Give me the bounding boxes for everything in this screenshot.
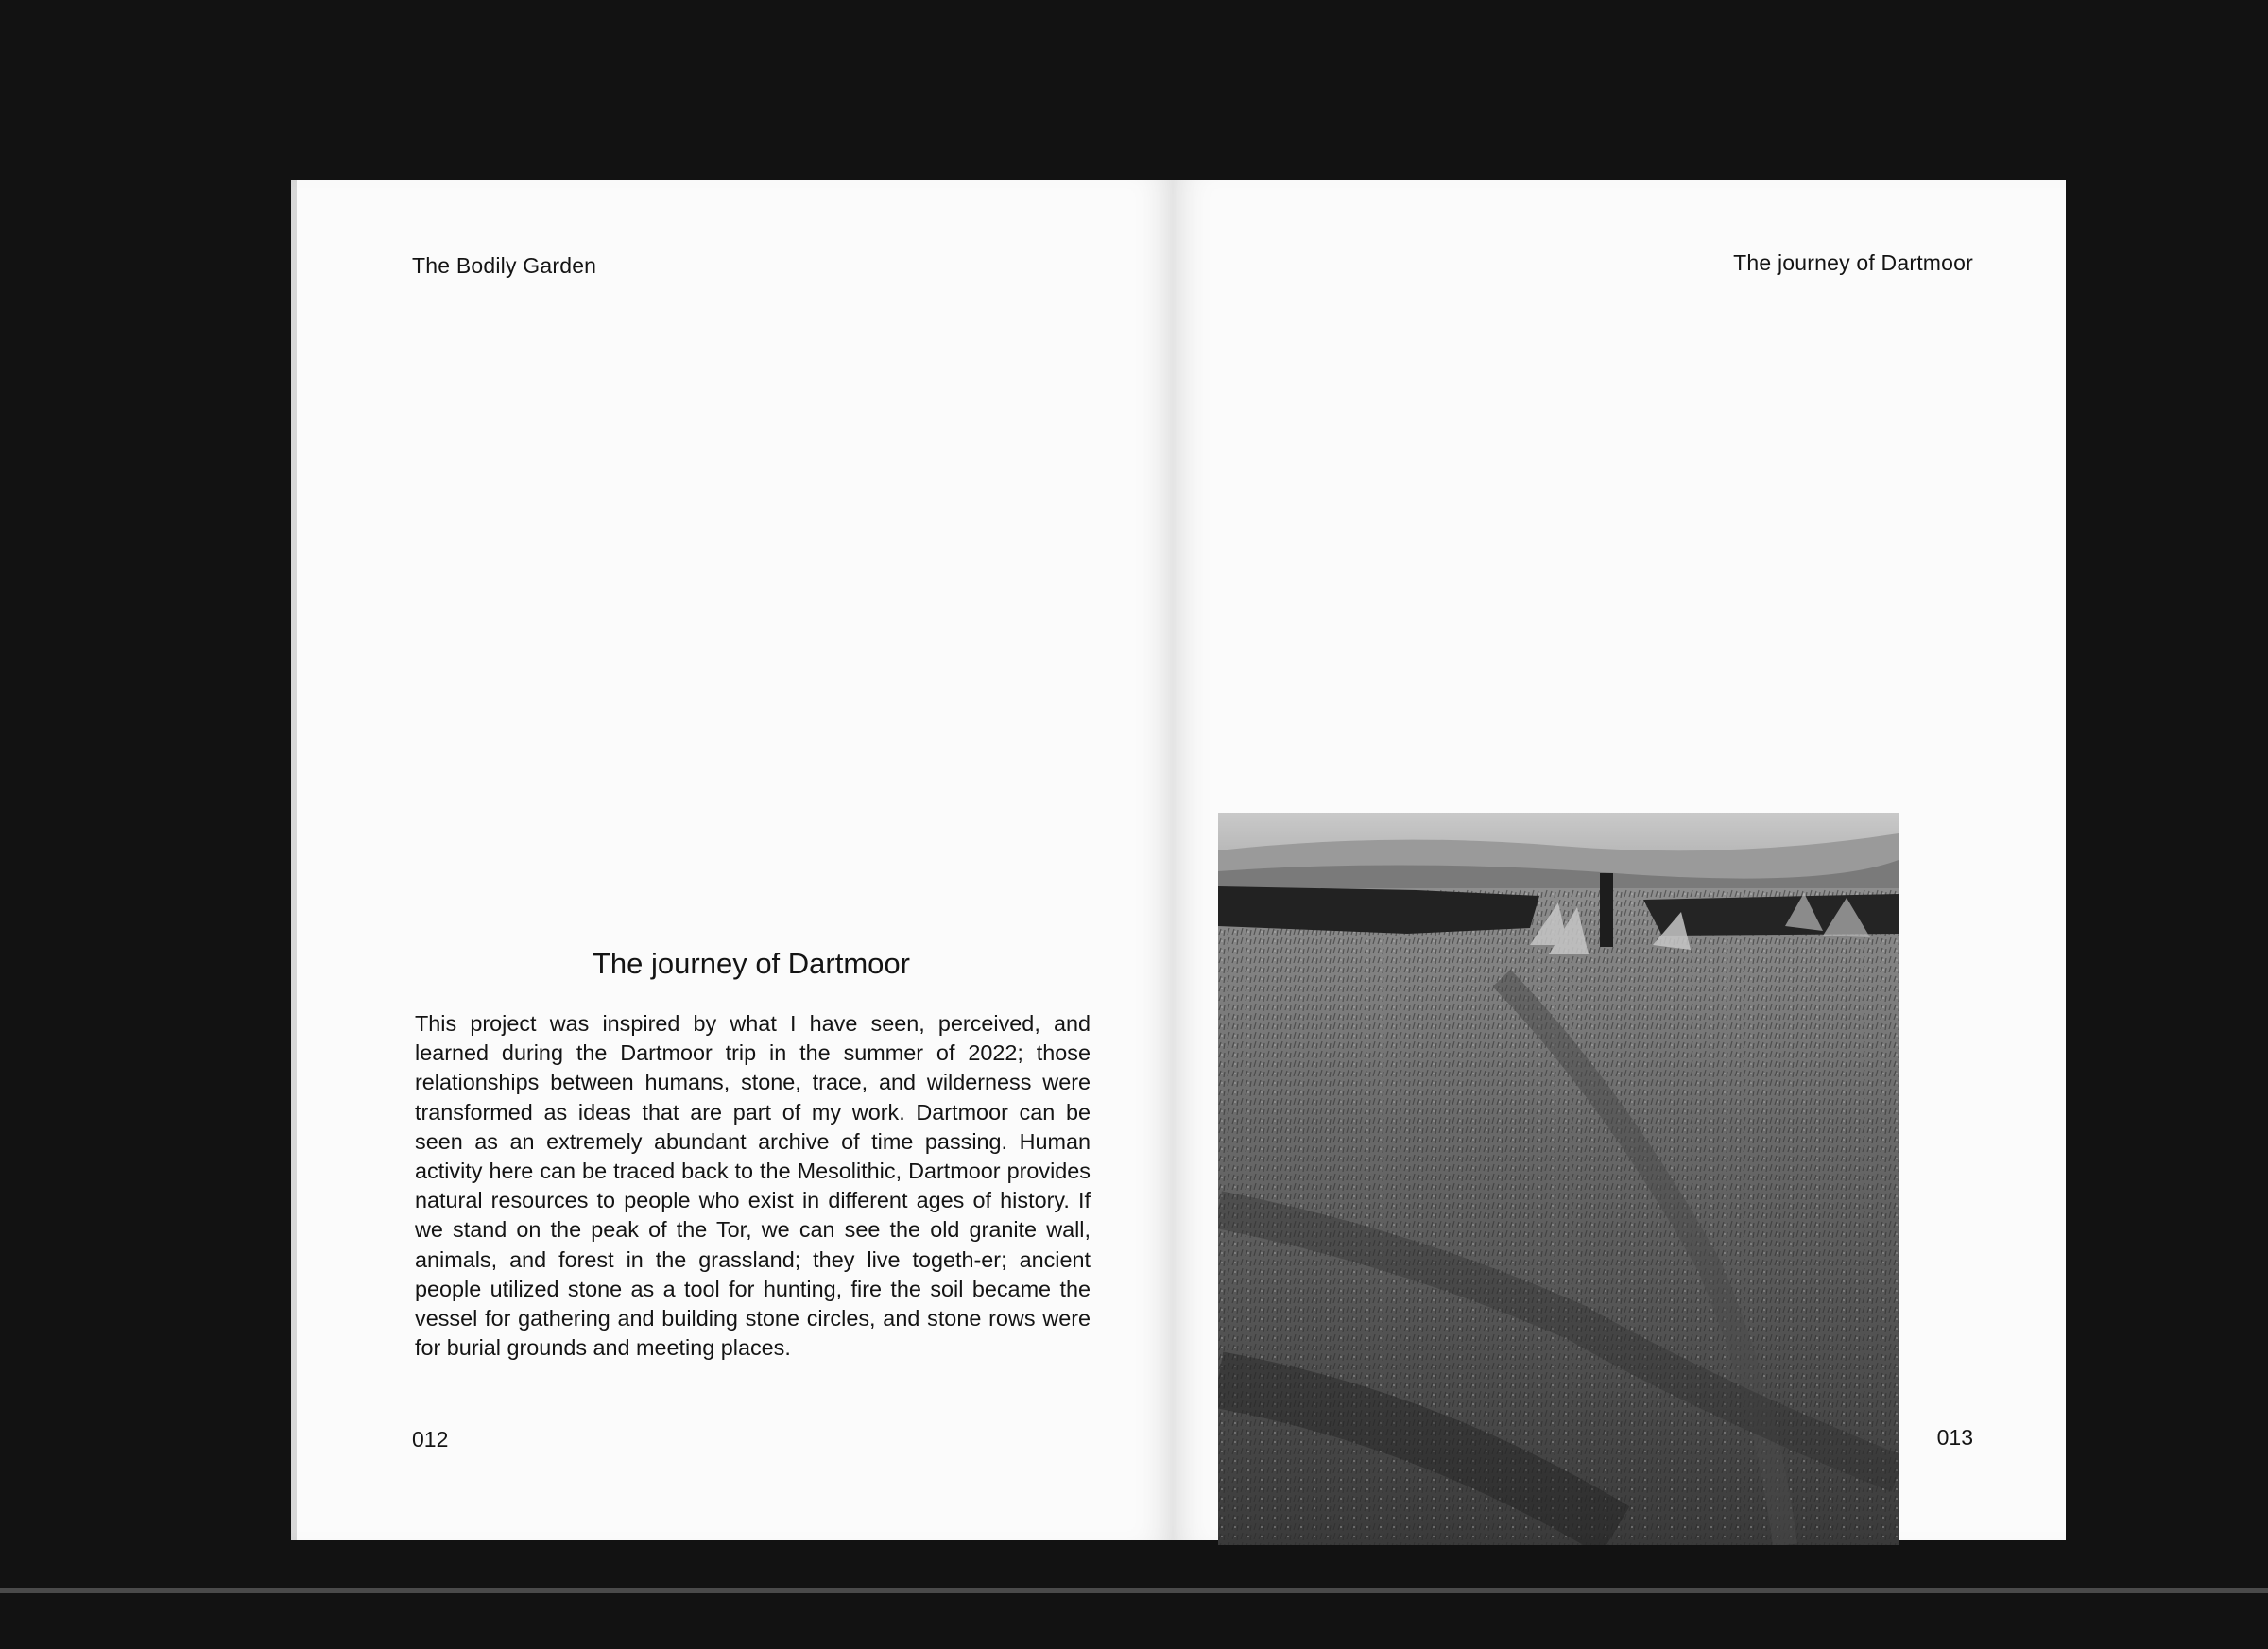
running-head-right: The journey of Dartmoor — [1733, 250, 1973, 275]
moorland-photo — [1218, 813, 1899, 1545]
page-number-left: 012 — [412, 1427, 449, 1451]
running-head-left: The Bodily Garden — [412, 253, 597, 278]
body-paragraph: This project was inspired by what I have seen, perceived, and learned during the Dartmoor trip in the summer of 2022; those relationships between humans, stone, trace, and wilderness were transformed as ideas that are part of my work. Dartmoor can be seen as an extremely abundant archive of time passing. Human activity here can be traced back to the Mesolithic, Dartmoor provides natural resources to people who exist in different ages of history. If we stand on the peak of the Tor, we can see the old granite wall, animals, and forest in the grassland; they live togeth-er; ancient people utilized stone as a tool for hunting, fire the soil became the vessel for gathering and building stone circles, and stone rows were for burial grounds and meeting places. — [415, 1011, 1091, 1361]
left-page — [291, 180, 1173, 1540]
right-page — [1173, 180, 2066, 1540]
page-number-right: 013 — [1936, 1425, 1973, 1450]
book-spread — [291, 180, 2066, 1540]
chapter-title: The journey of Dartmoor — [593, 947, 910, 980]
moorland-photo-graphic — [1218, 813, 1899, 1545]
scanner-bed-edge — [0, 1588, 2268, 1593]
